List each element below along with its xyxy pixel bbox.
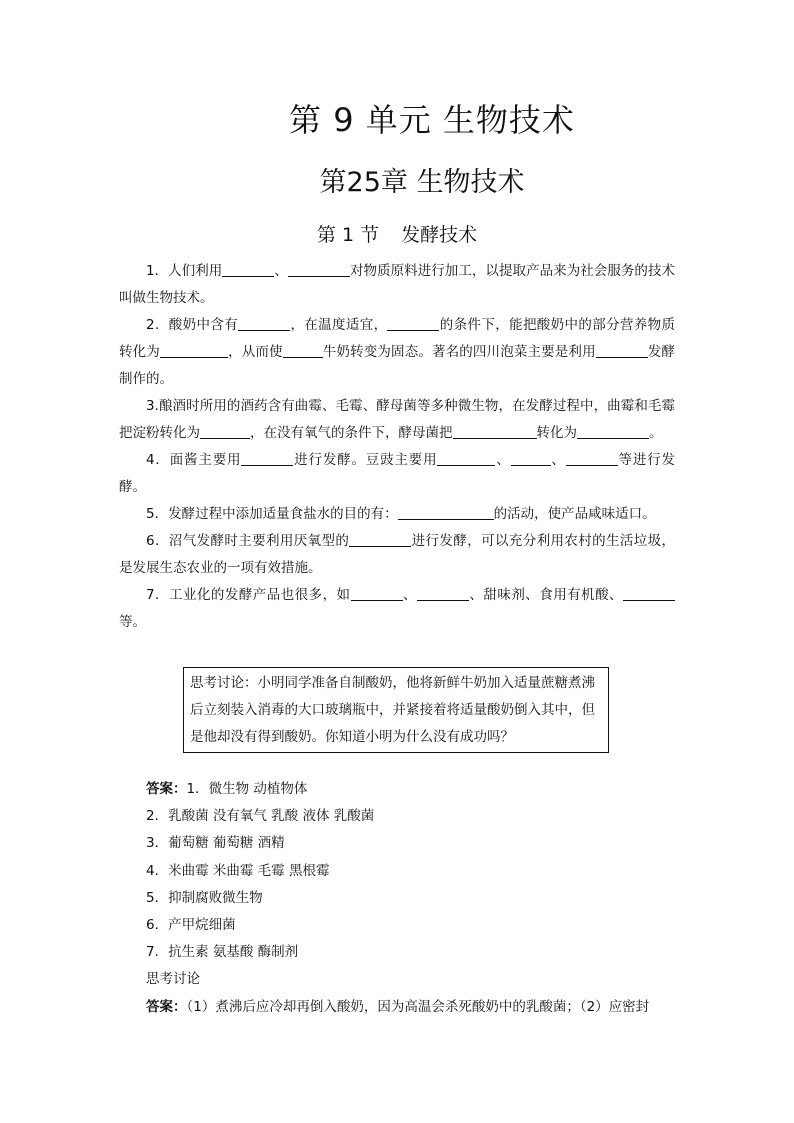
answer-blank [238, 314, 290, 331]
answer-blank [623, 584, 675, 601]
answer-blank [283, 341, 323, 358]
answer-blank [566, 449, 618, 466]
answer-blank [398, 503, 494, 520]
answer-line-1: 答案：1．微生物 动植物体 [146, 781, 308, 797]
answer-blank [437, 449, 495, 466]
answer-blank [417, 584, 469, 601]
answer-blank [453, 422, 537, 439]
answer-blank [351, 584, 403, 601]
discussion-answer-title: 思考讨论 [146, 971, 200, 988]
answer-blank [577, 422, 649, 439]
answer-blank [222, 260, 274, 277]
answer-blank [349, 530, 411, 547]
answer-blank [200, 422, 250, 439]
question-1: 1．人们利用 、 对物质原料进行加工，以提取产品来为社会服务的技术叫做生物技术。 [119, 258, 675, 312]
discussion-answer: 答案：（1）煮沸后应冷却再倒入酸奶，因为高温会杀死酸奶中的乳酸菌；（2）应密封 [146, 998, 650, 1015]
answer-line-7: 7．抗生素 氨基酸 酶制剂 [146, 944, 299, 961]
question-4: 4．面酱主要用 进行发酵。豆豉主要用 、 、 等进行发酵。 [119, 447, 675, 501]
answer-line-5: 5．抑制腐败微生物 [146, 889, 263, 906]
discussion-answer-label: 答案： [146, 998, 187, 1015]
section-name: 发酵技术 [401, 224, 478, 246]
answer-line-2: 2．乳酸菌 没有氧气 乳酸 液体 乳酸菌 [146, 808, 375, 825]
answer-blank [596, 341, 648, 358]
section-title [0, 222, 794, 248]
question-5: 5．发酵过程中添加适量食盐水的目的有： 的活动，使产品咸味适口。 [119, 501, 675, 528]
question-3: 3.酿酒时所用的酒药含有曲霉、毛霉、酵母菌等多种微生物，在发酵过程中，曲霉和毛霉把淀粉转化为 ，在没有氧气的条件下，酵母菌把 转化为 。 [119, 398, 675, 441]
answer-section [146, 776, 686, 1021]
section-number: 第 1 节 [316, 224, 380, 246]
answer-blank [387, 314, 439, 331]
answer-blank [511, 449, 551, 466]
answer-blank [160, 341, 228, 358]
answer-blank [241, 449, 293, 466]
answer-blank [288, 260, 350, 277]
unit-title: 第 9 单元 生物技术 [289, 101, 575, 139]
answer-line-6: 6．产甲烷细菌 [146, 917, 236, 934]
answer-label: 答案： [146, 781, 187, 797]
chapter-title: 第25章 生物技术 [319, 167, 525, 198]
discussion-box: 思考讨论：小明同学准备自制酸奶，他将新鲜牛奶加入适量蔗糖煮沸后立刻装入消毒的大口玻璃瓶中，并紧接着将适量酸奶倒入其中，但是他却没有得到酸奶。你知道小明为什么没有成功吗？ [183, 667, 609, 753]
answer-line-4: 4．米曲霉 米曲霉 毛霉 黑根霉 [146, 862, 330, 879]
question-list [119, 258, 675, 636]
question-2: 2．酸奶中含有 ，在温度适宜， 的条件下，能把酸奶中的部分营养物质转化为 ，从而使 牛奶转变为固态。著名的四川泡菜主要是利用 发酵制作的。 [119, 312, 675, 393]
answer-line-3: 3．葡萄糖 葡萄糖 酒精 [146, 835, 285, 852]
question-7: 7．工业化的发酵产品也很多，如 、 、甜味剂、食用有机酸、等。 [119, 582, 675, 636]
question-6: 6．沼气发酵时主要利用厌氧型的 进行发酵，可以充分利用农村的生活垃圾，是发展生态农业的一项有效措施。 [119, 528, 675, 582]
